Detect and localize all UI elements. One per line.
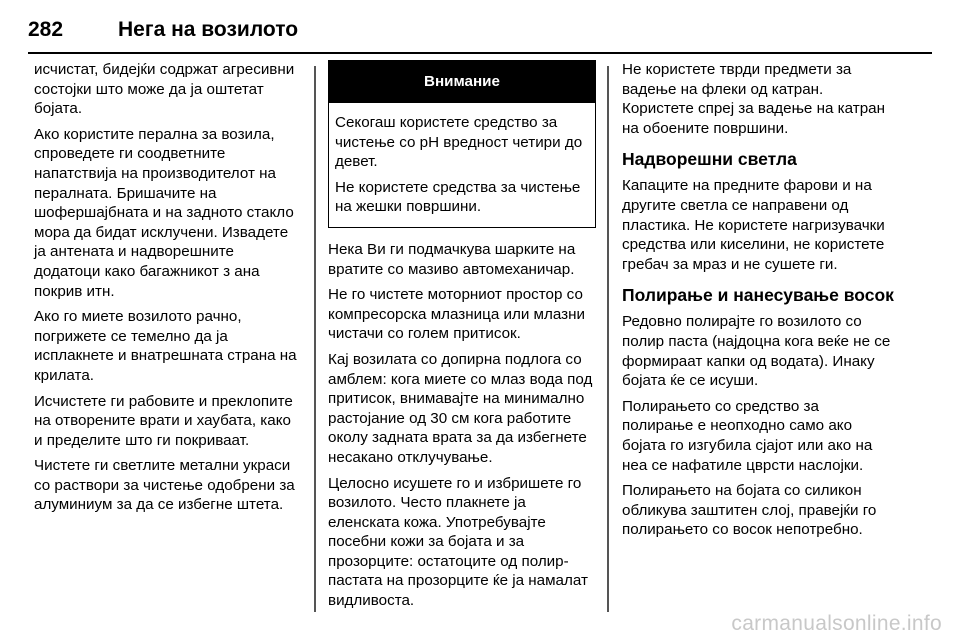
watermark: carmanualsonline.info [731, 612, 942, 635]
paragraph: Ако користите перална за возила, спроведете ги соодветните напатствија на производителот на пералната. Бришачите на шофершајбната и на задното стакло мора да бидат исклучени. Извадете ја антената и надворешните додатоци како багажникот з ана покрив итн. [34, 125, 294, 300]
column-3 [622, 60, 894, 546]
paragraph: Не користете тврди предмети за вадење на флеки од катран. Користете спреј за вадење на катран на обоените површини. [622, 61, 885, 137]
paragraph: Полирањето на бојата со силикон обликува заштитен слој, правејќи го полирањето со восок непотребно. [622, 482, 877, 539]
column-1 [34, 60, 302, 521]
paragraph: Полирањето со средство за полирање е неопходно само ако бојата го изгубила сјајот или ако на неа се нафатиле цврсти наслојки. [622, 397, 873, 474]
column-2 [328, 60, 596, 617]
warning-paragraph: Не користете средства за чистење на жешки површини. [335, 178, 581, 216]
warning-title: Внимание [329, 61, 595, 103]
warning-box [328, 60, 596, 228]
paragraph: Исчистете ги рабовите и преклопите на отворените врати и хаубата, како и пределите што ги покриваат. [34, 392, 293, 449]
paragraph: Целосно исушете го и избришете го возилото. Често плакнете ја еленската кожа. Употребувајте посебни кожи за бојата и за прозорците: остатоците од полир-пастата на прозорците ќе ја намалат видливоста. [328, 474, 588, 610]
paragraph: исчистат, бидејќи содржат агресивни состојки што може да ја оштетат бојата. [34, 61, 295, 118]
section-heading-exterior-lights: Надворешни светла [622, 149, 797, 170]
paragraph: Нека Ви ги подмачкува шарките на вратите со мазиво автомеханичар. [328, 240, 576, 278]
paragraph: Капаците на предните фарови и на другите светла се направени од пластика. Не користете нагризувачки средства или киселини, не користете гребач за мраз и не сушете ги. [622, 177, 885, 273]
paragraph: Чистете ги светлите метални украси со раствори за чистење одобрени за алуминиум за да се избегне штета. [34, 457, 295, 514]
column-divider [314, 66, 316, 612]
column-divider [607, 66, 609, 612]
section-heading-polishing: Полирање и нанесување восок [622, 285, 894, 306]
warning-paragraph: Секогаш користете средство за чистење со pH вредност четири до девет. [335, 114, 583, 171]
paragraph: Кај возилата со допирна подлога со амблем: кога миете со млаз вода под притисок, внимавајте на минимално растојание од 30 см кога работите околу задната врата за да избегнете несакано отклучување. [328, 350, 593, 466]
warning-body [329, 103, 595, 227]
paragraph: Ако го миете возилото рачно, погрижете се темелно да ја исплакнете и внатрешната страна на крилата. [34, 308, 297, 384]
page-header [28, 18, 932, 58]
paragraph: Не го чистете моторниот простор со компресорска млазница или млазни чистачи со голем притисок. [328, 286, 585, 343]
paragraph: Редовно полирајте го возилото со полир паста (најдоцна кога веќе не се формираат капки од водата). Инаку бојата ќе се исуши. [622, 313, 891, 390]
header-divider [28, 52, 932, 54]
page-title: Нега на возилото [118, 18, 299, 41]
page-number: 282 [28, 18, 64, 41]
